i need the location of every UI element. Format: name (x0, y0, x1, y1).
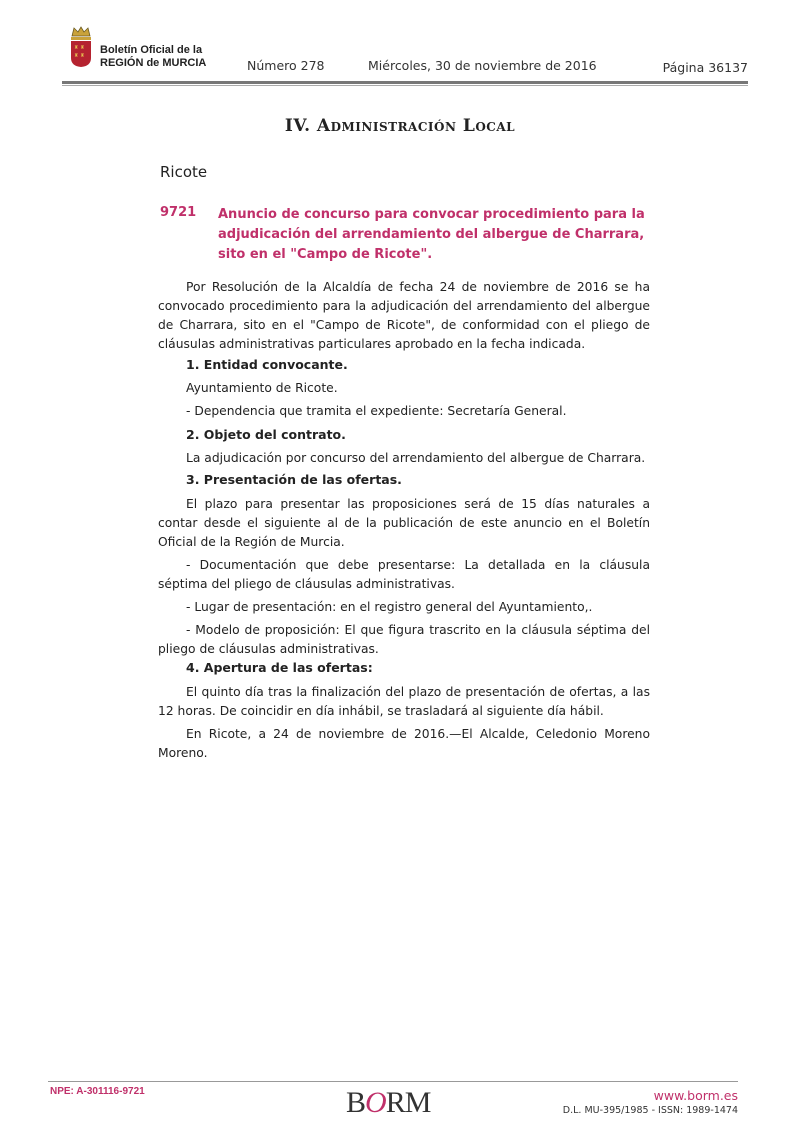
website-link[interactable]: www.borm.es (653, 1088, 738, 1103)
announcement-title: Anuncio de concurso para convocar procedimiento para la adjudicación del arrendamiento del albergue de Charrara, sito en el "Campo de Ricote". (218, 207, 645, 262)
svg-text:♜ ♜: ♜ ♜ (74, 53, 85, 59)
footer-divider (48, 1081, 738, 1082)
publication-name-line1: Boletín Oficial de la (100, 44, 203, 56)
section-2-text: La adjudicación por concurso del arrendamiento del albergue de Charrara. (186, 451, 646, 465)
svg-text:♜ ♜: ♜ ♜ (74, 45, 85, 51)
announcement-number: 9721 (160, 205, 197, 220)
section-3-documentation: - Documentación que debe presentarse: La detallada en la cláusula séptima del pliego de cláusulas administrativas. (158, 558, 650, 591)
section-3-heading: 3. Presentación de las ofertas. (186, 472, 402, 487)
section-2-heading: 2. Objeto del contrato. (186, 427, 346, 442)
signature-line: En Ricote, a 24 de noviembre de 2016.—El Alcalde, Celedonio Moreno Moreno. (158, 727, 650, 760)
publication-name (100, 44, 206, 70)
legal-deposit: D.L. MU-395/1985 - ISSN: 1989-1474 (562, 1105, 738, 1116)
intro-paragraph: Por Resolución de la Alcaldía de fecha 24 de noviembre de 2016 se ha convocado procedimiento para la adjudicación del arrendamiento del albergue de Charrara, sito en el "Campo de Ricote", de conformidad con el pliego de cláusulas administrativas particulares aprobado en la fecha indicada. (158, 280, 650, 351)
organization-name: Ricote (160, 163, 208, 181)
section-4-text: El quinto día tras la finalización del plazo de presentación de ofertas, a las 12 horas. De coincidir en día inhábil, se trasladará al siguiente día hábil. (158, 685, 650, 718)
npe-code: NPE: A-301116-9721 (50, 1086, 145, 1097)
section-title: IV. Administración Local (284, 116, 516, 136)
section-3-location: - Lugar de presentación: en el registro general del Ayuntamiento,. (186, 600, 593, 614)
section-3-model: - Modelo de proposición: El que figura trascrito en la cláusula séptima del pliego de cláusulas administrativas. (158, 623, 650, 656)
coat-of-arms-icon (68, 26, 94, 68)
header-divider (62, 81, 748, 84)
borm-logo: BORM (346, 1086, 431, 1119)
issue-date: Miércoles, 30 de noviembre de 2016 (368, 58, 597, 73)
section-1-text: Ayuntamiento de Ricote. (186, 381, 338, 395)
header-divider-thin (62, 85, 748, 86)
issue-number: Número 278 (247, 58, 325, 73)
section-3-deadline: El plazo para presentar las proposiciones será de 15 días naturales a contar desde el siguiente al de la publicación de este anuncio en el Boletín Oficial de la Región de Murcia. (158, 497, 650, 549)
page-number: Página 36137 (662, 60, 748, 75)
publication-name-line2: REGIÓN de MURCIA (100, 57, 207, 69)
section-1-heading: 1. Entidad convocante. (186, 357, 348, 372)
section-4-heading: 4. Apertura de las ofertas: (186, 660, 373, 675)
section-1-dependency: - Dependencia que tramita el expediente: Secretaría General. (186, 404, 567, 418)
